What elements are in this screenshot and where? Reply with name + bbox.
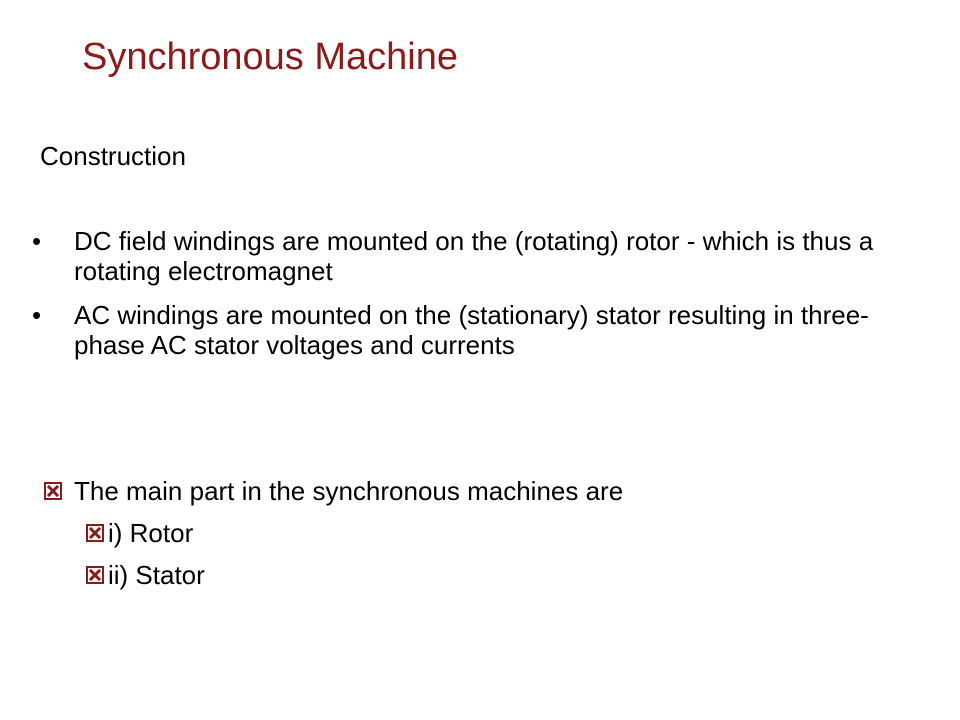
- boxed-x-icon: [86, 524, 104, 542]
- bullet-item: [32, 300, 912, 360]
- checklist-item: [44, 554, 623, 596]
- checklist-heading-item: [44, 470, 623, 512]
- bullet-item: [32, 226, 912, 286]
- checklist-heading: The main part in the synchronous machines are: [74, 476, 624, 506]
- section-heading: Construction: [40, 141, 186, 171]
- checklist: [44, 470, 623, 596]
- checklist-item-label: ii) Stator: [108, 560, 205, 590]
- slide-title: Synchronous Machine: [82, 36, 458, 78]
- bullet-list: [32, 226, 912, 374]
- bullet-text: AC windings are mounted on the (stationary) stator resulting in three-phase AC stator voltages and currents: [74, 300, 869, 360]
- checklist-item-label: i) Rotor: [108, 518, 194, 548]
- boxed-x-icon: [86, 566, 104, 584]
- boxed-x-icon: [44, 482, 62, 500]
- checklist-item: [44, 512, 623, 554]
- bullet-text: DC field windings are mounted on the (rotating) rotor - which is thus a rotating electromagnet: [74, 226, 874, 286]
- bullet-dot-icon: •: [32, 226, 42, 256]
- bullet-dot-icon: •: [32, 300, 42, 330]
